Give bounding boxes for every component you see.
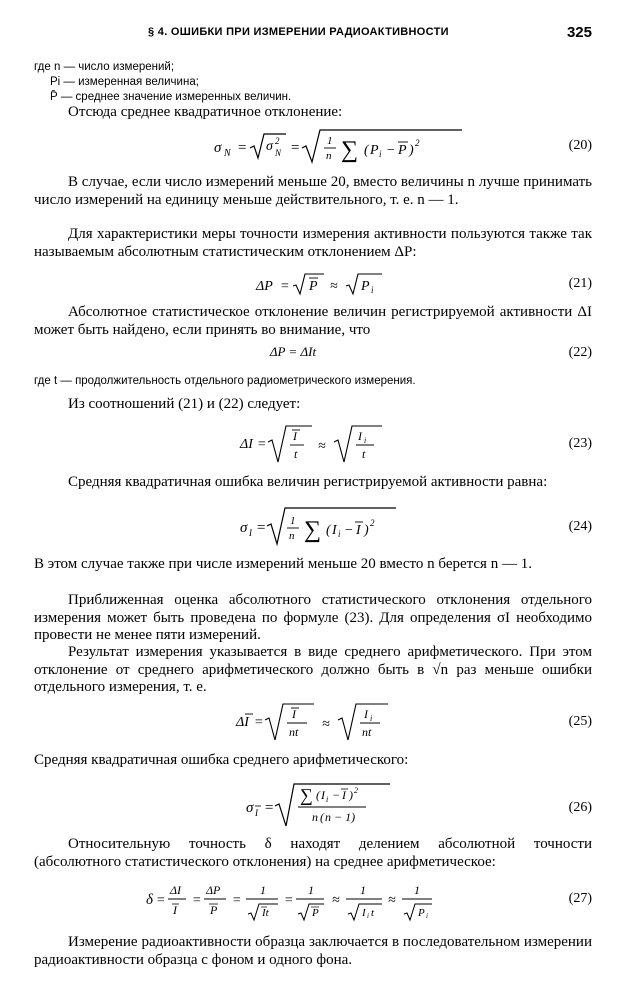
variable-definitions [34, 60, 592, 105]
paragraph-8: В этом случае также при числе измерений меньше 20 вместо n берется n — 1. [34, 556, 532, 572]
svg-text:ΔI: ΔI [170, 883, 182, 897]
svg-text:≈: ≈ [332, 893, 340, 908]
equation-20 [34, 126, 592, 166]
svg-text:P: P [398, 143, 407, 158]
svg-text:i: i [364, 436, 367, 445]
svg-text:i: i [370, 714, 373, 723]
svg-text:N: N [224, 148, 231, 159]
svg-text:I: I [358, 429, 362, 443]
svg-text:σ: σ [214, 140, 222, 156]
svg-text:t: t [294, 447, 298, 461]
paragraph-9: Приближенная оценка абсолютного статистического отклонения отдельного измерения может быть проведена по формуле (23). Для определения σI необходимо провести не менее пяти измерений. [34, 592, 592, 643]
svg-text:nt: nt [362, 725, 372, 739]
svg-text:≈: ≈ [388, 893, 396, 908]
formula-26 [34, 780, 586, 830]
svg-text:It: It [262, 907, 269, 919]
svg-text:P: P [312, 907, 319, 919]
section-title: § 4. ОШИБКИ ПРИ ИЗМЕРЕНИИ РАДИОАКТИВНОСТИ [148, 26, 449, 38]
svg-text:n: n [289, 530, 295, 542]
svg-text:ΔP: ΔP [256, 279, 273, 294]
svg-text:I: I [364, 707, 368, 721]
svg-text:P: P [418, 907, 425, 919]
svg-text:I: I [173, 903, 177, 917]
svg-text:1: 1 [290, 515, 296, 527]
svg-text:N: N [275, 148, 282, 158]
svg-text:I: I [255, 808, 258, 818]
svg-text:=: = [237, 140, 248, 156]
eq-number-26: (26) [568, 800, 592, 815]
equation-26 [34, 780, 592, 830]
paragraph-7: Средняя квадратичная ошибка величин регистрируемой активности равна: [68, 474, 548, 490]
svg-text:): ) [409, 143, 414, 158]
svg-text:σ: σ [240, 520, 248, 536]
svg-text:i: i [326, 795, 329, 804]
def-pi: Pi — измеренная величина; [50, 76, 199, 88]
formula-27 [34, 874, 586, 926]
formula-25 [34, 700, 586, 744]
formula-24 [34, 504, 586, 548]
svg-text:−: − [344, 523, 354, 538]
svg-text:1: 1 [308, 883, 314, 897]
svg-text:=: = [232, 893, 242, 908]
paragraph-2: В случае, если число измерений меньше 20, вместо величины n лучше принимать число измерений на единицу меньше действительного, т. е. n — 1. [34, 174, 592, 208]
paragraph-4: Абсолютное статистическое отклонение величин регистрируемой активности ΔI может быть найдено, если принять во внимание, что [34, 304, 592, 338]
svg-text:− 1): − 1) [334, 810, 356, 824]
eq-number-20: (20) [568, 138, 592, 153]
svg-text:1: 1 [360, 883, 366, 897]
svg-text:n: n [326, 150, 332, 162]
svg-text:P: P [361, 279, 370, 294]
svg-text:1: 1 [327, 135, 333, 147]
paragraph-3: Для характеристики меры точности измерения активности пользуются также так называемым абсолютным статистическим отклонением ΔP: [34, 226, 592, 260]
svg-text:I: I [342, 788, 346, 802]
svg-text:ΔI: ΔI [236, 715, 249, 730]
svg-text:i: i [426, 912, 428, 920]
equation-25 [34, 700, 592, 744]
eq-number-27: (27) [568, 891, 592, 906]
svg-text:=: = [192, 893, 202, 908]
svg-text:nt: nt [289, 725, 299, 739]
svg-text:(: ( [320, 810, 324, 824]
svg-text:(: ( [364, 143, 369, 158]
svg-text:δ: δ [146, 892, 153, 908]
svg-text:=: = [290, 140, 301, 156]
svg-text:t: t [371, 907, 375, 919]
svg-text:−: − [386, 143, 396, 158]
svg-text:I: I [362, 907, 366, 919]
paragraph-6: Из соотношений (21) и (22) следует: [68, 396, 301, 412]
svg-text:=: = [284, 893, 294, 908]
def-n: где n — число измерений; [34, 61, 175, 73]
equation-22 [34, 342, 592, 366]
svg-text:i: i [371, 285, 374, 295]
svg-text:∑: ∑ [304, 517, 322, 543]
svg-text:ΔP: ΔP [206, 883, 221, 897]
svg-text:i: i [338, 529, 341, 539]
svg-text:P: P [210, 903, 218, 917]
svg-text:n: n [325, 810, 331, 824]
eq-number-25: (25) [568, 714, 592, 729]
svg-text:P: P [370, 143, 379, 158]
page-number: 325 [566, 24, 592, 41]
equation-24 [34, 504, 592, 548]
svg-text:≈: ≈ [318, 439, 326, 454]
svg-text:): ) [364, 523, 369, 538]
svg-text:=: = [256, 520, 267, 536]
svg-text:=: = [254, 715, 264, 730]
svg-text:=: = [257, 437, 267, 452]
formula-22: ΔP = ΔIt [269, 344, 317, 359]
svg-text:≈: ≈ [322, 717, 330, 732]
svg-text:2: 2 [370, 518, 375, 528]
svg-text:∑: ∑ [300, 785, 313, 805]
svg-text:σ: σ [246, 800, 254, 816]
svg-text:i: i [379, 149, 382, 159]
svg-text:=: = [156, 893, 166, 908]
svg-text:): ) [349, 788, 353, 802]
svg-text:1: 1 [260, 883, 266, 897]
svg-text:I: I [332, 523, 337, 538]
paragraph-5: где t — продолжительность отдельного радиометрического измерения. [34, 375, 416, 387]
svg-text:(: ( [316, 788, 320, 802]
svg-text:ΔI: ΔI [240, 437, 253, 452]
svg-text:=: = [264, 800, 275, 816]
formula-23 [34, 422, 586, 466]
formula-20 [34, 126, 586, 166]
svg-text:i: i [367, 912, 369, 920]
paragraph-13: Измерение радиоактивности образца заключается в последовательном измерении радиоактивности образца с фоном и одного фона. [34, 934, 592, 968]
svg-text:t: t [362, 447, 366, 461]
eq-number-21: (21) [568, 276, 592, 291]
paragraph-1: Отсюда среднее квадратичное отклонение: [68, 104, 343, 120]
svg-text:1: 1 [414, 883, 420, 897]
svg-text:σ: σ [266, 139, 273, 154]
svg-text:n: n [312, 810, 318, 824]
svg-text:I: I [292, 707, 296, 721]
svg-text:2: 2 [275, 136, 280, 146]
eq-number-22: (22) [568, 345, 592, 360]
def-pbar: P̄ — среднее значение измеренных величин. [50, 91, 292, 103]
svg-text:∑: ∑ [341, 137, 359, 163]
svg-text:I: I [321, 788, 325, 802]
svg-text:(: ( [326, 523, 331, 538]
eq-number-24: (24) [568, 519, 592, 534]
svg-text:2: 2 [415, 138, 420, 148]
equation-23 [34, 422, 592, 466]
svg-text:=: = [280, 279, 290, 294]
equation-21 [34, 270, 592, 300]
eq-number-23: (23) [568, 436, 592, 451]
svg-text:≈: ≈ [330, 279, 338, 294]
svg-text:I: I [356, 523, 361, 538]
svg-text:−: − [332, 788, 341, 802]
running-header [34, 22, 592, 44]
equation-27 [34, 874, 592, 926]
paragraph-10: Результат измерения указывается в виде среднего арифметического. При этом отклонение от среднего арифметического должно быть в √n раз меньше ошибки отдельного измерения, т. е. [34, 644, 592, 695]
paragraph-12: Относительную точность δ находят делением абсолютной точности (абсолютного статистического отклонения) на среднее арифметическое: [34, 836, 592, 870]
svg-text:P: P [309, 279, 318, 294]
svg-text:2: 2 [354, 786, 358, 795]
paragraph-11: Средняя квадратичная ошибка среднего арифметического: [34, 752, 409, 768]
formula-21 [34, 270, 586, 300]
svg-text:I: I [249, 528, 252, 538]
svg-text:I: I [293, 429, 297, 443]
